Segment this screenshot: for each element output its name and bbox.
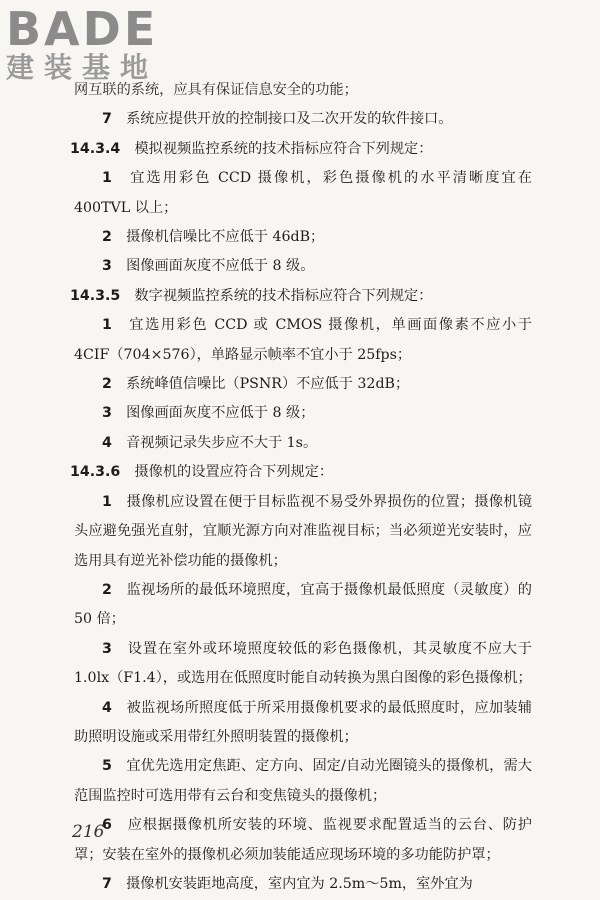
item-number: 3 (102, 405, 112, 422)
item-text: 模拟视频监控系统的技术指标应符合下列规定： (134, 140, 433, 157)
logo-main: BADE (6, 2, 159, 56)
list-item (74, 870, 532, 899)
list-item (74, 752, 532, 811)
item-text: 摄像机的设置应符合下列规定： (134, 464, 334, 481)
item-text: 监视场所的最低环境照度，宜高于摄像机最低照度（灵敏度）的 50 倍； (74, 581, 532, 628)
clause-number: 14.3.4 (70, 140, 121, 157)
list-item (74, 311, 532, 370)
item-text: 系统应提供开放的控制接口及二次开发的软件接口。 (126, 111, 453, 128)
item-text: 宜优先选用定焦距、定方向、固定/自动光圈镜头的摄像机，需大范围监控时可选用带有云台和变焦镜头的摄像机； (74, 758, 532, 804)
item-number: 4 (102, 699, 112, 716)
item-number: 3 (102, 640, 112, 657)
list-item (74, 164, 532, 223)
item-text: 图像画面灰度不应低于 8 级。 (126, 258, 315, 275)
item-number: 1 (102, 170, 112, 187)
item-number: 4 (102, 434, 112, 451)
item-text: 摄像机应设置在便于目标监视不易受外界损伤的位置；摄像机镜头应避免强光直射，宜顺光源方向对准监视目标；当必须逆光安装时，应选用具有逆光补偿功能的摄像机； (74, 493, 532, 569)
list-item (74, 488, 532, 576)
item-number: 5 (102, 758, 112, 775)
item-text: 应根据摄像机所安装的环境、监视要求配置适当的云台、防护罩；安装在室外的摄像机必须加装能适应现场环境的多功能防护罩； (74, 817, 532, 863)
item-number: 2 (102, 581, 112, 598)
list-item (74, 429, 532, 458)
item-text: 宜选用彩色 CCD 摄像机，彩色摄像机的水平清晰度宜在400TVL 以上； (74, 170, 532, 216)
list-item (74, 635, 532, 694)
list-item (74, 370, 532, 399)
list-item (74, 811, 532, 870)
continuation-text: 网互联的系统，应具有保证信息安全的功能； (74, 82, 358, 98)
item-text: 被监视场所照度低于所采用摄像机要求的最低照度时，应加装辅助照明设施或采用带红外照明装置的摄像机； (74, 699, 532, 745)
clause-number: 14.3.6 (70, 464, 121, 481)
item-text: 宜选用彩色 CCD 或 CMOS 摄像机，单画面像素不应小于 4CIF（704×576），单路显示帧率不宜小于 25fps； (74, 317, 532, 363)
list-item (74, 223, 532, 252)
item-text: 系统峰值信噪比（PSNR）不应低于 32dB； (126, 376, 410, 393)
clause-heading (72, 282, 532, 311)
item-number: 2 (102, 376, 112, 393)
list-item (74, 576, 532, 635)
clause-heading (72, 458, 532, 487)
item-text: 设置在室外或环境照度较低的彩色摄像机，其灵敏度不应大于 1.0lx（F1.4），或选用在低照度时能自动转换为黑白图像的彩色摄像机； (74, 640, 532, 687)
logo (6, 4, 158, 84)
item-text: 摄像机信噪比不应低于 46dB； (126, 229, 325, 246)
page-number: 216 (72, 822, 105, 842)
logo-sub: 建装基地 (6, 51, 159, 84)
item-number: 6 (102, 817, 112, 834)
item-number: 1 (102, 317, 112, 334)
clause-number: 14.3.5 (70, 287, 121, 304)
item-text: 音视频记录失步应不大于 1s。 (126, 434, 318, 451)
item-number: 7 (102, 875, 112, 892)
list-item (74, 694, 532, 753)
item-number: 7 (102, 111, 112, 128)
clause-heading (72, 135, 532, 164)
document-body (70, 76, 532, 899)
list-item (74, 105, 532, 134)
list-item (74, 252, 532, 281)
item-number: 2 (102, 229, 112, 246)
item-text: 图像画面灰度不应低于 8 级； (126, 405, 315, 422)
list-item (74, 399, 532, 428)
item-text: 数字视频监控系统的技术指标应符合下列规定： (134, 287, 433, 304)
item-number: 1 (102, 493, 112, 510)
item-number: 3 (102, 258, 112, 275)
item-text: 摄像机安装距地高度，室内宜为 2.5m～5m，室外宜为 (126, 875, 473, 892)
